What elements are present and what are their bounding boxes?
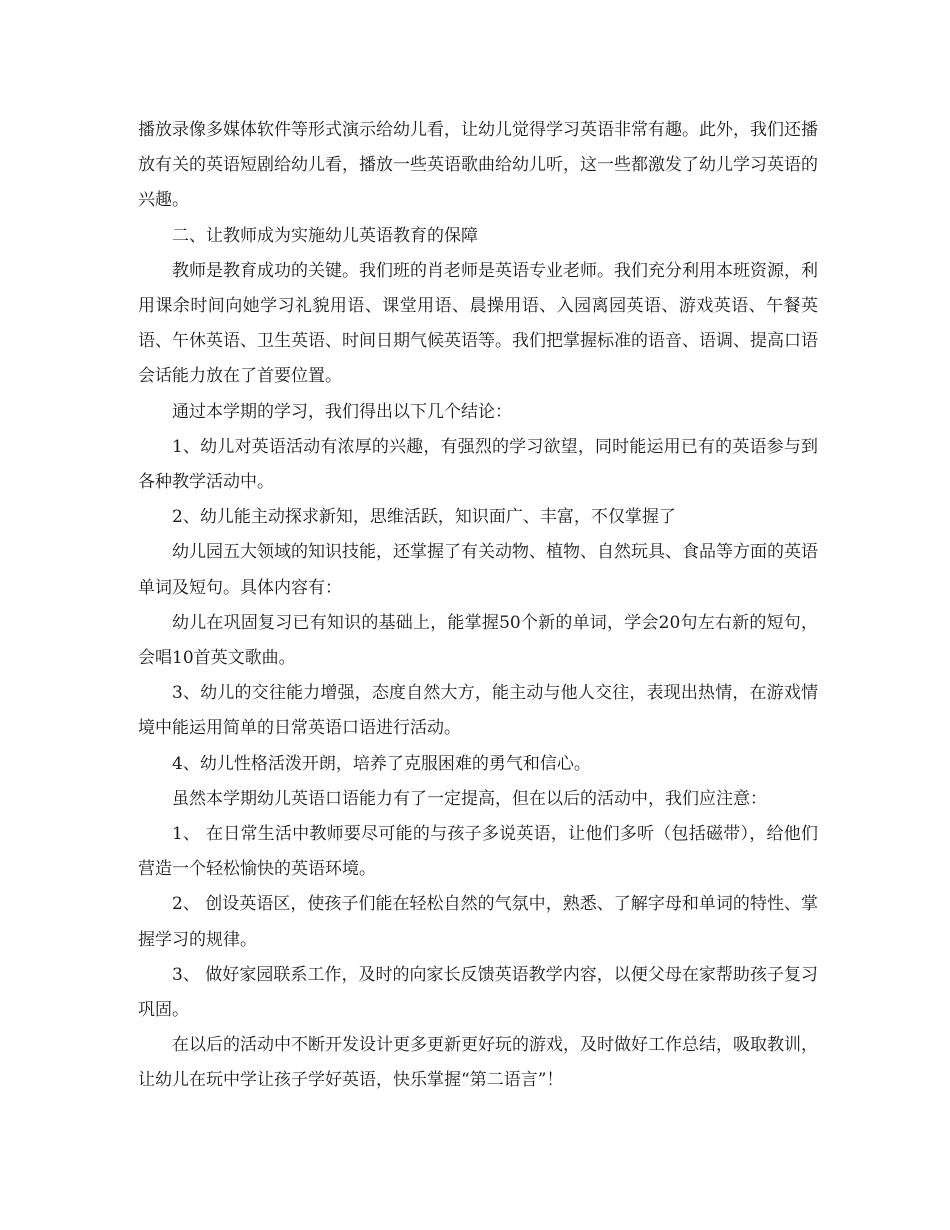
document-body — [138, 113, 818, 1099]
closing-paragraph: 在以后的活动中不断开发设计更多更新更好玩的游戏，及时做好工作总结，吸取教训，让幼儿在玩中学让孩子学好英语，快乐掌握“第二语言”！ — [138, 1035, 818, 1091]
list-item: 3、 做好家园联系工作，及时的向家长反馈英语教学内容，以便父母在家帮助孩子复习巩固。 — [138, 964, 818, 1021]
paragraph: 幼儿园五大领域的知识技能，还掌握了有关动物、植物、自然玩具、食品等方面的英语单词及短句。具体内容有： — [138, 542, 818, 598]
section-heading: 二、让教师成为实施幼儿英语教育的保障 — [172, 225, 478, 246]
paragraph-continuation: 播放录像多媒体软件等形式演示给幼儿看，让幼儿觉得学习英语非常有趣。此外，我们还播放有关的英语短剧给幼儿看，播放一些英语歌曲给幼儿听，这一些都激发了幼儿学习英语的兴趣。 — [138, 120, 818, 211]
paragraph: 幼儿在巩固复习已有知识的基础上，能掌握50个新的单词，学会20句左右新的短句，会唱10首英文歌曲。 — [138, 612, 818, 669]
list-item: 4、幼儿性格活泼开朗，培养了克服困难的勇气和信心。 — [172, 753, 591, 774]
paragraph: 教师是教育成功的关键。我们班的肖老师是英语专业老师。我们充分利用本班资源，利用课余时间向她学习礼貌用语、课堂用语、晨操用语、入园离园英语、游戏英语、午餐英语、午休英语、卫生英语、时间日期气候英语等。我们把掌握标准的语音、语调、提高口语会话能力放在了首要位置。 — [138, 260, 818, 387]
list-item: 1、 在日常生活中教师要尽可能的与孩子多说英语，让他们多听（包括磁带），给他们营造一个轻松愉快的英语环境。 — [138, 824, 818, 880]
paragraph: 虽然本学期幼儿英语口语能力有了一定提高，但在以后的活动中，我们应注意： — [172, 788, 767, 809]
list-item: 2、 创设英语区，使孩子们能在轻松自然的气氛中，熟悉、了解字母和单词的特性、掌握学习的规律。 — [138, 894, 818, 950]
list-item: 1、幼儿对英语活动有浓厚的兴趣，有强烈的学习欲望，同时能运用已有的英语参与到各种教学活动中。 — [138, 436, 818, 493]
list-item: 2、幼儿能主动探求新知，思维活跃，知识面广、丰富，不仅掌握了 — [172, 507, 676, 528]
paragraph: 通过本学期的学习，我们得出以下几个结论： — [172, 401, 512, 422]
list-item: 3、幼儿的交往能力增强，态度自然大方，能主动与他人交往，表现出热情，在游戏情境中能运用简单的日常英语口语进行活动。 — [138, 683, 818, 739]
